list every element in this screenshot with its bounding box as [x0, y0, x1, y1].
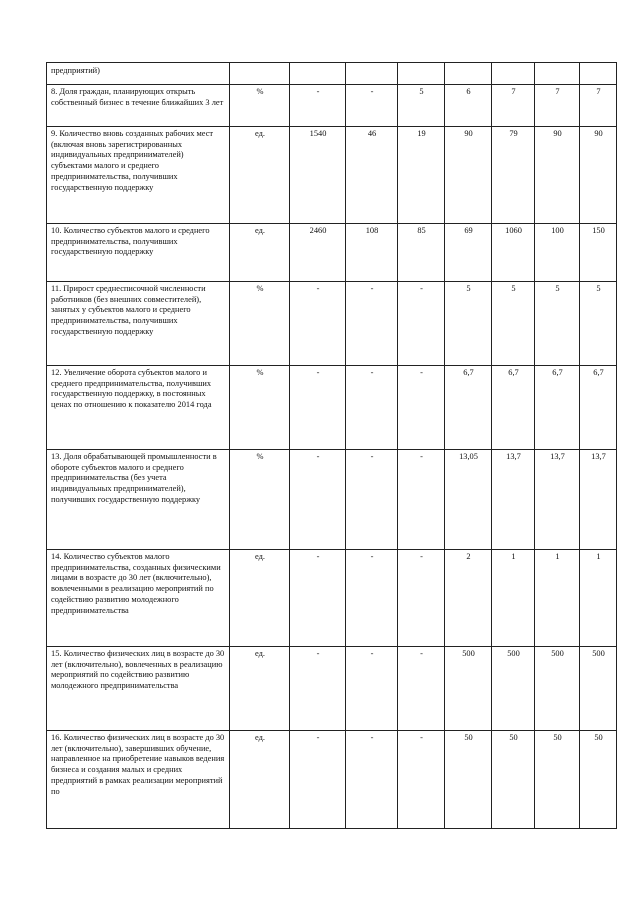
value-cell: 13,7: [492, 450, 535, 550]
indicator-cell: 14. Количество субъектов малого предпринимательства, созданных физическими лицами в возрасте до 30 лет (включительно), вовлеченными в реализацию мероприятий по содействию развитию молодежного предпринимательства: [47, 550, 230, 647]
value-cell: 108: [346, 224, 398, 282]
value-cell: 90: [535, 127, 580, 224]
value-cell: 1060: [492, 224, 535, 282]
value-cell: -: [398, 366, 445, 450]
indicator-cell: 15. Количество физических лиц в возрасте до 30 лет (включительно), вовлеченных в реализацию мероприятий по содействию развитию молодежного предпринимательства: [47, 647, 230, 731]
value-cell: 6,7: [535, 366, 580, 450]
value-cell: 500: [492, 647, 535, 731]
indicator-cell: 16. Количество физических лиц в возрасте до 30 лет (включительно), завершивших обучение, направленное на приобретение навыков ведения бизнеса и создания малых и средних предприятий в рамках реализации мероприятий по: [47, 731, 230, 829]
value-cell: 2: [445, 550, 492, 647]
value-cell: 500: [445, 647, 492, 731]
indicator-cell: 8. Доля граждан, планирующих открыть собственный бизнес в течение ближайших 3 лет: [47, 85, 230, 127]
value-cell: -: [290, 450, 346, 550]
value-cell: 5: [398, 85, 445, 127]
value-cell: 5: [445, 282, 492, 366]
table-row: [47, 63, 617, 85]
value-cell: 500: [535, 647, 580, 731]
value-cell: 5: [492, 282, 535, 366]
value-cell: 1: [580, 550, 617, 647]
value-cell: -: [290, 647, 346, 731]
value-cell: [492, 63, 535, 85]
unit-cell: ед.: [230, 127, 290, 224]
value-cell: 13,05: [445, 450, 492, 550]
value-cell: -: [398, 282, 445, 366]
value-cell: 46: [346, 127, 398, 224]
value-cell: -: [290, 366, 346, 450]
value-cell: -: [346, 550, 398, 647]
value-cell: -: [346, 731, 398, 829]
value-cell: 5: [580, 282, 617, 366]
value-cell: -: [398, 647, 445, 731]
value-cell: 100: [535, 224, 580, 282]
table-row: [47, 282, 617, 366]
value-cell: -: [398, 450, 445, 550]
value-cell: 85: [398, 224, 445, 282]
table-row: [47, 550, 617, 647]
table-row: [47, 731, 617, 829]
indicator-cell: предприятий): [47, 63, 230, 85]
value-cell: -: [398, 550, 445, 647]
table-row: [47, 127, 617, 224]
value-cell: [290, 63, 346, 85]
indicator-cell: 10. Количество субъектов малого и среднего предпринимательства, получивших государственную поддержку: [47, 224, 230, 282]
table-row: [47, 224, 617, 282]
unit-cell: %: [230, 282, 290, 366]
value-cell: 7: [580, 85, 617, 127]
unit-cell: ед.: [230, 550, 290, 647]
value-cell: 5: [535, 282, 580, 366]
value-cell: -: [346, 85, 398, 127]
value-cell: 1: [492, 550, 535, 647]
unit-cell: %: [230, 85, 290, 127]
value-cell: 50: [535, 731, 580, 829]
value-cell: [346, 63, 398, 85]
value-cell: [445, 63, 492, 85]
value-cell: 6,7: [445, 366, 492, 450]
value-cell: 6,7: [492, 366, 535, 450]
indicator-cell: 12. Увеличение оборота субъектов малого и среднего предпринимательства, получивших государственную поддержку, в постоянных ценах по отношению к показателю 2014 года: [47, 366, 230, 450]
value-cell: 13,7: [535, 450, 580, 550]
value-cell: -: [346, 366, 398, 450]
value-cell: 13,7: [580, 450, 617, 550]
indicator-cell: 9. Количество вновь созданных рабочих мест (включая вновь зарегистрированных индивидуальных предпринимателей) субъектами малого и среднего предпринимательства, получивших государственную поддержку: [47, 127, 230, 224]
value-cell: 69: [445, 224, 492, 282]
value-cell: 500: [580, 647, 617, 731]
value-cell: 150: [580, 224, 617, 282]
table-row: [47, 450, 617, 550]
value-cell: [398, 63, 445, 85]
value-cell: 6: [445, 85, 492, 127]
value-cell: -: [398, 731, 445, 829]
value-cell: -: [290, 731, 346, 829]
unit-cell: %: [230, 366, 290, 450]
value-cell: 1: [535, 550, 580, 647]
value-cell: -: [290, 282, 346, 366]
unit-cell: ед.: [230, 731, 290, 829]
value-cell: 6,7: [580, 366, 617, 450]
value-cell: 90: [445, 127, 492, 224]
table-row: [47, 647, 617, 731]
value-cell: -: [290, 85, 346, 127]
unit-cell: %: [230, 450, 290, 550]
value-cell: 50: [445, 731, 492, 829]
value-cell: -: [290, 550, 346, 647]
table-row: [47, 366, 617, 450]
value-cell: 79: [492, 127, 535, 224]
value-cell: 2460: [290, 224, 346, 282]
value-cell: 1540: [290, 127, 346, 224]
value-cell: [535, 63, 580, 85]
value-cell: 7: [535, 85, 580, 127]
unit-cell: ед.: [230, 224, 290, 282]
value-cell: 19: [398, 127, 445, 224]
indicator-cell: 11. Прирост среднесписочной численности работников (без внешних совместителей), занятых у субъектов малого и среднего предпринимательства, получивших государственную поддержку: [47, 282, 230, 366]
unit-cell: ед.: [230, 647, 290, 731]
value-cell: 90: [580, 127, 617, 224]
value-cell: -: [346, 282, 398, 366]
unit-cell: [230, 63, 290, 85]
value-cell: [580, 63, 617, 85]
indicator-cell: 13. Доля обрабатывающей промышленности в обороте субъектов малого и среднего предпринимательства (без учета индивидуальных предпринимателей), получивших государственную поддержку: [47, 450, 230, 550]
table-row: [47, 85, 617, 127]
value-cell: -: [346, 647, 398, 731]
value-cell: 7: [492, 85, 535, 127]
indicators-table: [46, 62, 617, 829]
value-cell: 50: [492, 731, 535, 829]
value-cell: -: [346, 450, 398, 550]
value-cell: 50: [580, 731, 617, 829]
